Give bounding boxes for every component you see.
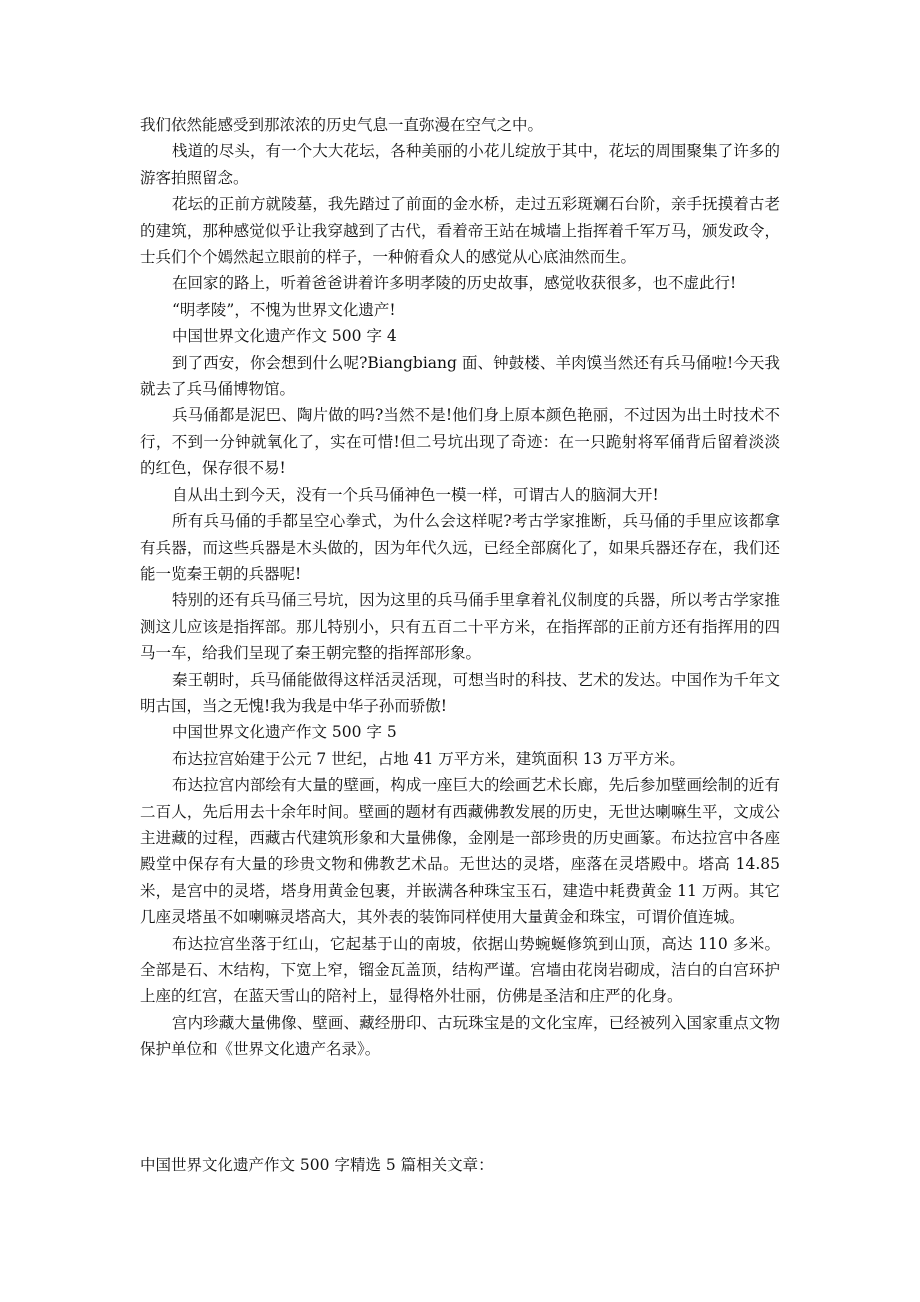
paragraph: 布达拉宫坐落于红山，它起基于山的南坡，依据山势蜿蜒修筑到山顶，高达 110 多米。全部是石、木结构，下宽上窄，镏金瓦盖顶，结构严谨。宫墙由花岗岩砌成，洁白的白宫环护上座的红宫，在蓝天雪山的陪衬上，显得格外壮丽，仿佛是圣洁和庄严的化身。 <box>140 934 780 1006</box>
paragraph: 中国世界文化遗产作文 500 字 4 <box>172 327 397 346</box>
paragraph: 宫内珍藏大量佛像、壁画、藏经册印、古玩珠宝是的文化宝库，已经被列入国家重点文物保护单位和《世界文化遗产名录》。 <box>140 1013 780 1059</box>
paragraph: 自从出土到今天，没有一个兵马俑神色一模一样，可谓古人的脑洞大开! <box>172 485 659 504</box>
paragraph: 到了西安，你会想到什么呢?Biangbiang 面、钟鼓楼、羊肉馍当然还有兵马俑啦!今天我就去了兵马俑博物馆。 <box>140 353 780 399</box>
paragraph: 特别的还有兵马俑三号坑，因为这里的兵马俑手里拿着礼仪制度的兵器，所以考古学家推测这儿应该是指挥部。那儿特别小，只有五百二十平方米，在指挥部的正前方还有指挥用的四马一车，给我们呈现了秦王朝完整的指挥部形象。 <box>140 591 780 663</box>
paragraph: 兵马俑都是泥巴、陶片做的吗?当然不是!他们身上原本颜色艳丽，不过因为出土时技术不行，不到一分钟就氧化了，实在可惜!但二号坑出现了奇迹：在一只跪射将军俑背后留着淡淡的红色，保存很不易! <box>140 406 780 478</box>
paragraph: 在回家的路上，听着爸爸讲着许多明孝陵的历史故事，感觉收获很多，也不虚此行! <box>172 274 737 293</box>
paragraph: 栈道的尽头，有一个大大花坛，各种美丽的小花儿绽放于其中，花坛的周围聚集了许多的游客拍照留念。 <box>140 142 780 187</box>
paragraph: 中国世界文化遗产作文 500 字 5 <box>172 723 397 742</box>
paragraph: 秦王朝时，兵马俑能做得这样活灵活现，可想当时的科技、艺术的发达。中国作为千年文明古国，当之无愧!我为我是中华子孙而骄傲! <box>140 670 780 715</box>
article-body <box>140 112 780 1063</box>
paragraph: 所有兵马俑的手都呈空心拳式，为什么会这样呢?考古学家推断，兵马俑的手里应该都拿有兵器，而这些兵器是木头做的，因为年代久远，已经全部腐化了，如果兵器还存在，我们还能一览秦王朝的兵器呢! <box>140 512 780 583</box>
related-articles-label: 中国世界文化遗产作文 500 字精选 5 篇相关文章： <box>140 1156 494 1174</box>
paragraph: 布达拉宫内部绘有大量的壁画，构成一座巨大的绘画艺术长廊，先后参加壁画绘制的近有二百人，先后用去十余年时间。壁画的题材有西藏佛教发展的历史，无世达喇嘛生平，文成公主进藏的过程，西藏古代建筑形象和大量佛像，金刚是一部珍贵的历史画篆。布达拉宫中各座殿堂中保存有大量的珍贵文物和佛教艺术品。无世达的灵塔，座落在灵塔殿中。塔高 14.85 米，是宫中的灵塔，塔身用黄金包裹，并嵌满各种珠宝玉石，建造中耗费黄金 11 万两。其它几座灵塔虽不如喇嘛灵塔高大，其外表的装饰同样使用大量黄金和珠宝，可谓价值连城。 <box>140 776 780 927</box>
paragraph: 布达拉宫始建于公元 7 世纪，占地 41 万平方米，建筑面积 13 万平方米。 <box>172 749 685 768</box>
paragraph: 我们依然能感受到那浓浓的历史气息一直弥漫在空气之中。 <box>140 116 544 134</box>
paragraph: “明孝陵”，不愧为世界文化遗产! <box>172 300 396 319</box>
paragraph: 花坛的正前方就陵墓，我先踏过了前面的金水桥，走过五彩斑斓石台阶，亲手抚摸着古老的建筑，那种感觉似乎让我穿越到了古代，看着帝王站在城墙上指挥着千军万马，颁发政令，士兵们个个嫣然起立眼前的样子，一种俯看众人的感觉从心底油然而生。 <box>140 195 780 267</box>
